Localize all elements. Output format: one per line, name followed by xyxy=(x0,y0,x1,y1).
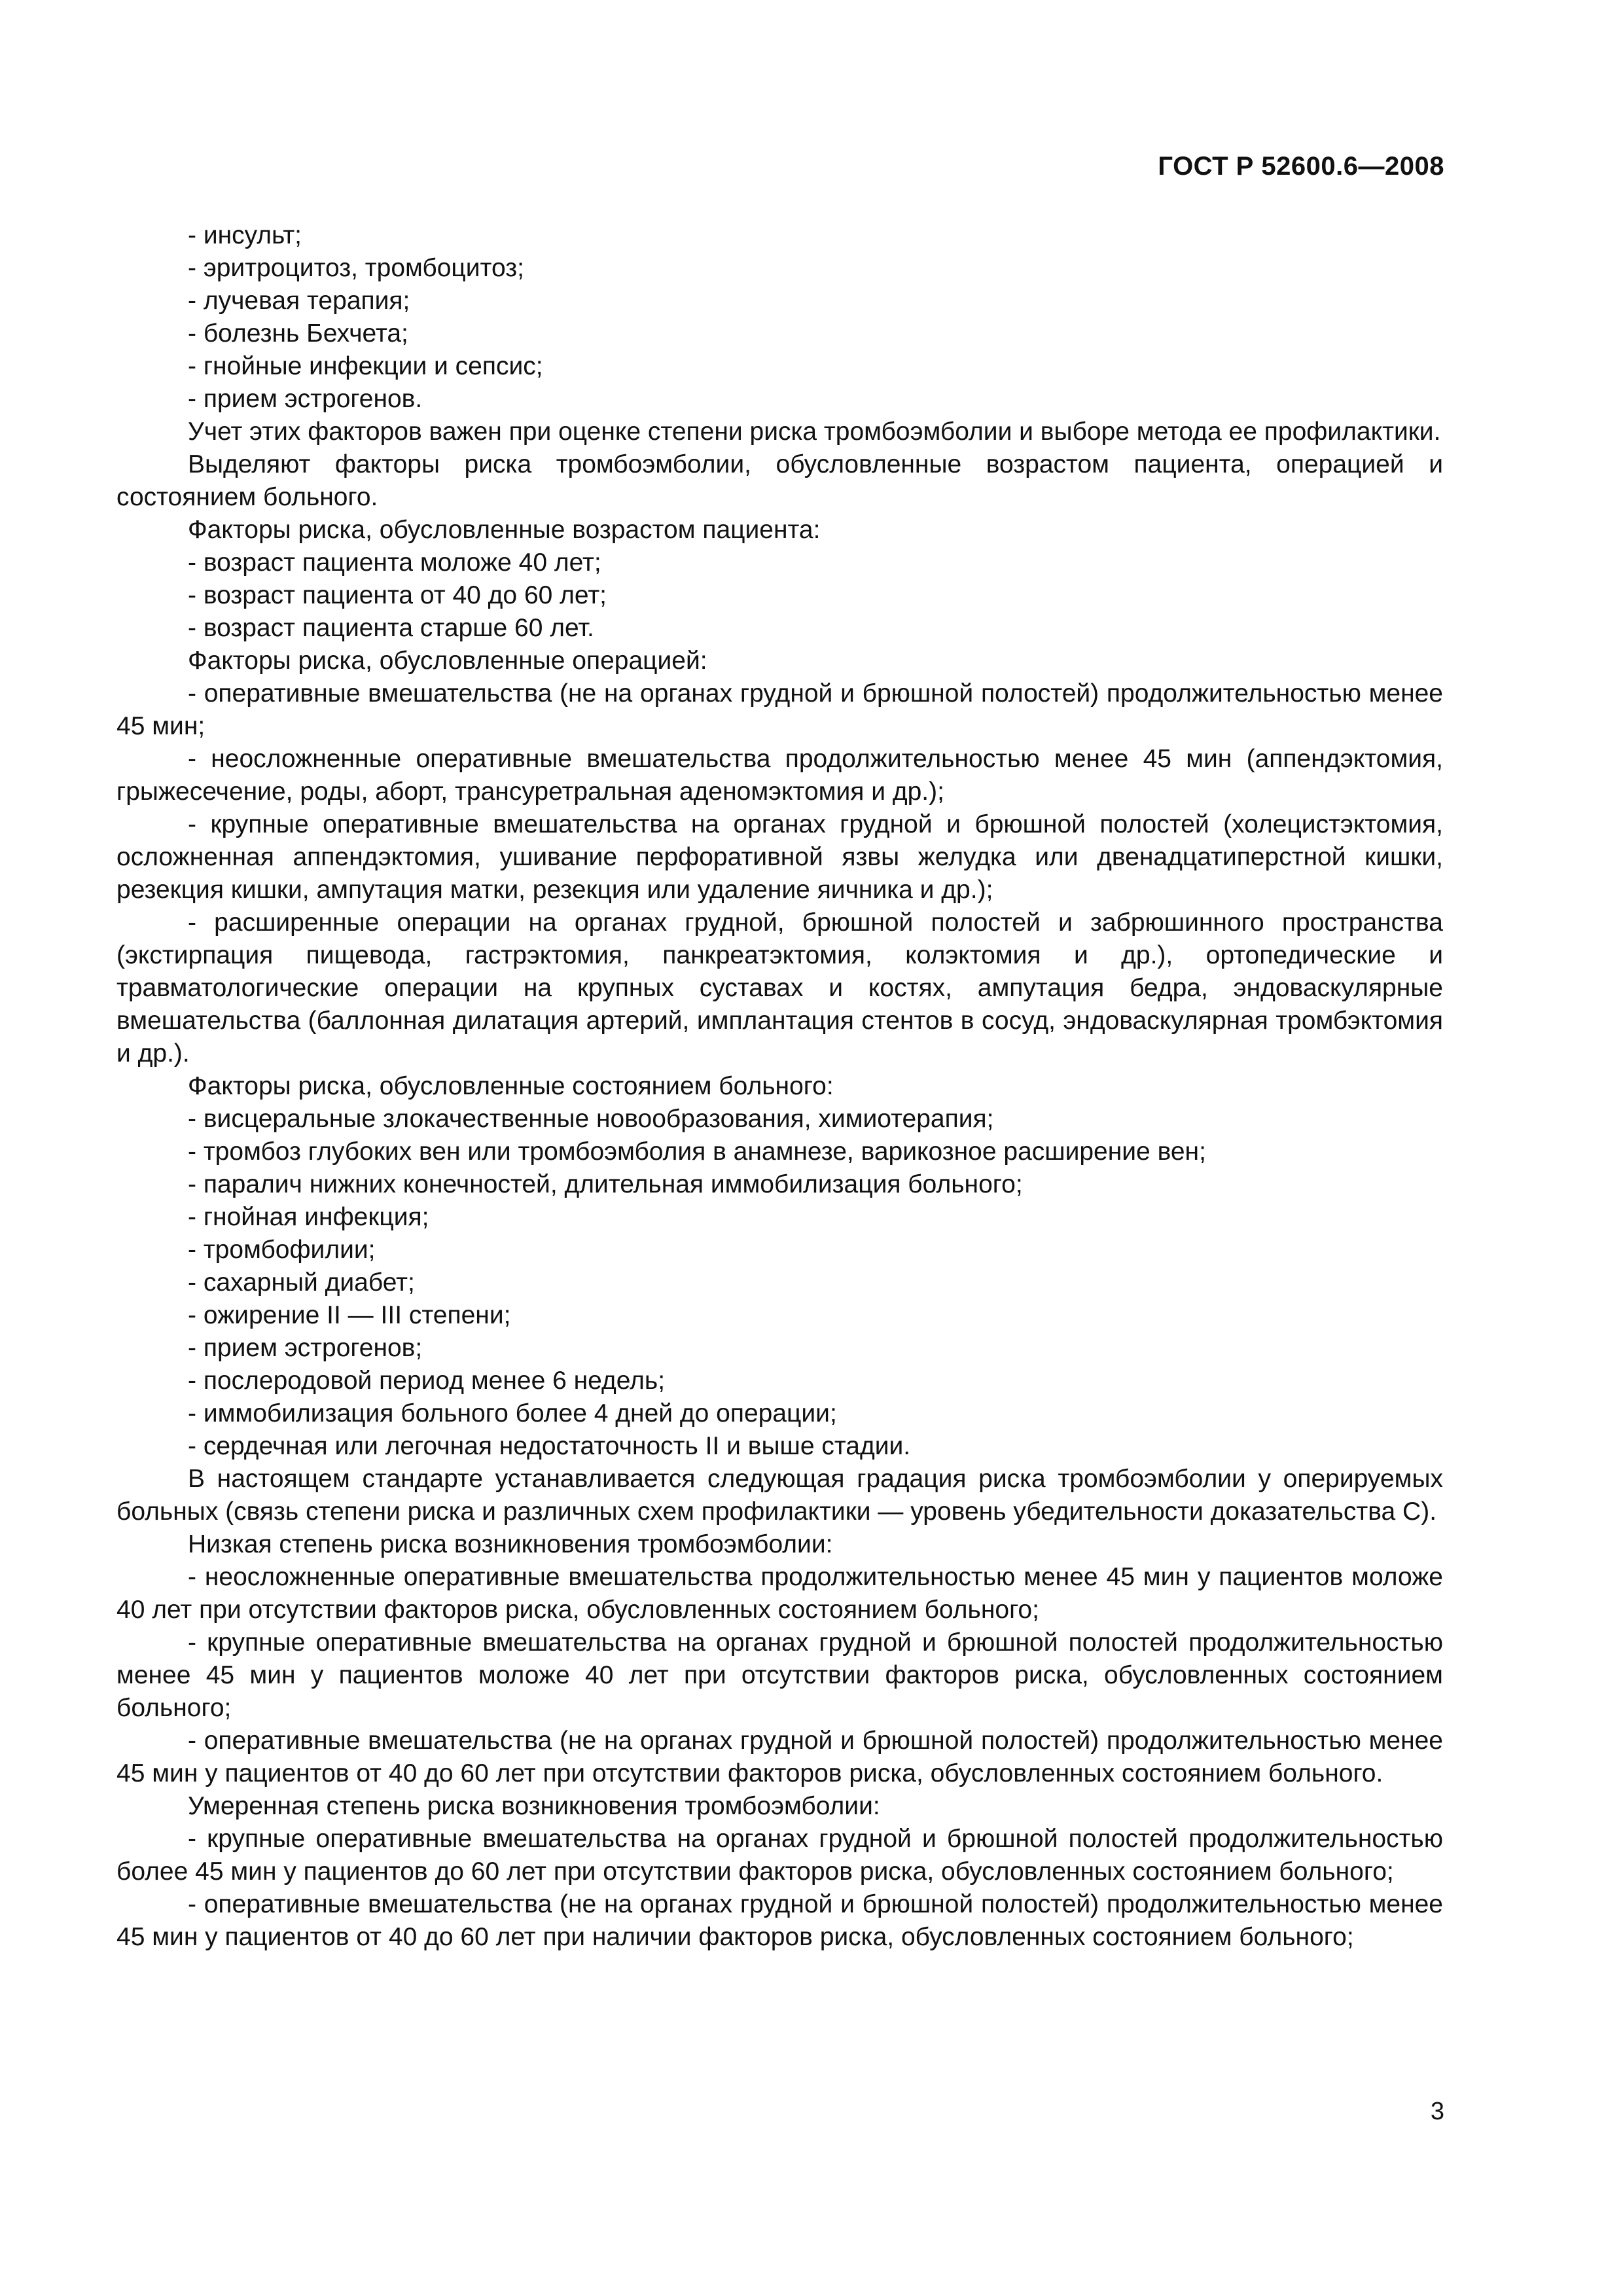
paragraph: - инсульт; xyxy=(188,221,302,249)
paragraph: - ожирение II — III степени; xyxy=(188,1301,511,1329)
paragraph: Выделяют факторы риска тромбоэмболии, обусловленные возрастом пациента, операцией и состоянием больного. xyxy=(116,450,1443,511)
paragraph: - эритроцитоз, тромбоцитоз; xyxy=(188,254,524,282)
paragraph: - неосложненные оперативные вмешательства продолжительностью менее 45 мин у пациентов моложе 40 лет при отсутствии факторов риска, обусловленных состоянием больного; xyxy=(116,1563,1443,1624)
paragraph: - крупные оперативные вмешательства на органах грудной и брюшной полостей продолжительностью более 45 мин у пациентов до 60 лет при отсутствии факторов риска, обусловленных состоянием больного; xyxy=(116,1825,1443,1886)
paragraph: - оперативные вмешательства (не на органах грудной и брюшной полостей) продолжительностью менее 45 мин у пациентов от 40 до 60 лет при отсутствии факторов риска, обусловленных состоянием больного. xyxy=(116,1727,1443,1787)
paragraph: Факторы риска, обусловленные состоянием больного: xyxy=(188,1072,834,1100)
paragraph: - оперативные вмешательства (не на органах грудной и брюшной полостей) продолжительностью менее 45 мин у пациентов от 40 до 60 лет при наличии факторов риска, обусловленных состоянием больного; xyxy=(116,1890,1443,1951)
paragraph: - гнойные инфекции и сепсис; xyxy=(188,352,543,380)
document-body xyxy=(116,219,1443,1954)
paragraph: - иммобилизация больного более 4 дней до операции; xyxy=(188,1399,837,1427)
paragraph: Умеренная степень риска возникновения тромбоэмболии: xyxy=(188,1792,880,1820)
paragraph: - неосложненные оперативные вмешательства продолжительностью менее 45 мин (аппендэктомия, грыжесечение, роды, аборт, трансуретральная аденомэктомия и др.); xyxy=(116,745,1443,806)
paragraph: Факторы риска, обусловленные операцией: xyxy=(188,647,707,675)
paragraph: - прием эстрогенов. xyxy=(188,385,423,413)
paragraph: - висцеральные злокачественные новообразования, химиотерапия; xyxy=(188,1105,994,1133)
document-number: ГОСТ Р 52600.6—2008 xyxy=(1158,152,1444,181)
paragraph: - возраст пациента старше 60 лет. xyxy=(188,614,594,642)
paragraph: - крупные оперативные вмешательства на органах грудной и брюшной полостей продолжительностью менее 45 мин у пациентов моложе 40 лет при отсутствии факторов риска, обусловленных состоянием больного; xyxy=(116,1628,1443,1722)
paragraph: - возраст пациента от 40 до 60 лет; xyxy=(188,581,607,609)
paragraph: - тромбоз глубоких вен или тромбоэмболия в анамнезе, варикозное расширение вен; xyxy=(188,1138,1206,1166)
paragraph: - сердечная или легочная недостаточность II и выше стадии. xyxy=(188,1432,911,1460)
paragraph: Низкая степень риска возникновения тромбоэмболии: xyxy=(188,1530,833,1558)
paragraph: - крупные оперативные вмешательства на органах грудной и брюшной полостей (холецистэктомия, осложненная аппендэктомия, ушивание перфоративной язвы желудка или двенадцатиперстной кишки, резекция кишки, ампутация матки, резекция или удаление яичника и др.); xyxy=(116,810,1443,904)
paragraph: - болезнь Бехчета; xyxy=(188,319,408,348)
paragraph: - гнойная инфекция; xyxy=(188,1203,429,1231)
paragraph: - тромбофилии; xyxy=(188,1236,376,1264)
paragraph: - возраст пациента моложе 40 лет; xyxy=(188,548,601,577)
paragraph: - расширенные операции на органах грудной, брюшной полостей и забрюшинного пространства (экстирпация пищевода, гастрэктомия, панкреатэктомия, колэктомия и др.), ортопедические и травматологические операции на крупных суставах и костях, ампутация бедра, эндоваскулярные вмешательства (баллонная дилатация артерий, имплантация стентов в сосуд, эндоваскулярная тромбэктомия и др.). xyxy=(116,908,1443,1067)
paragraph: В настоящем стандарте устанавливается следующая градация риска тромбоэмболии у оперируемых больных (связь степени риска и различных схем профилактики — уровень убедительности доказательства С). xyxy=(116,1465,1443,1526)
paragraph: Факторы риска, обусловленные возрастом пациента: xyxy=(188,516,821,544)
paragraph: - сахарный диабет; xyxy=(188,1268,415,1297)
paragraph: - послеродовой период менее 6 недель; xyxy=(188,1367,666,1395)
paragraph: - оперативные вмешательства (не на органах грудной и брюшной полостей) продолжительностью менее 45 мин; xyxy=(116,679,1443,740)
page-number: 3 xyxy=(1430,2098,1444,2125)
paragraph: Учет этих факторов важен при оценке степени риска тромбоэмболии и выборе метода ее профилактики. xyxy=(188,418,1441,446)
paragraph: - лучевая терапия; xyxy=(188,287,410,315)
paragraph: - паралич нижних конечностей, длительная иммобилизация больного; xyxy=(188,1170,1023,1198)
paragraph: - прием эстрогенов; xyxy=(188,1334,423,1362)
